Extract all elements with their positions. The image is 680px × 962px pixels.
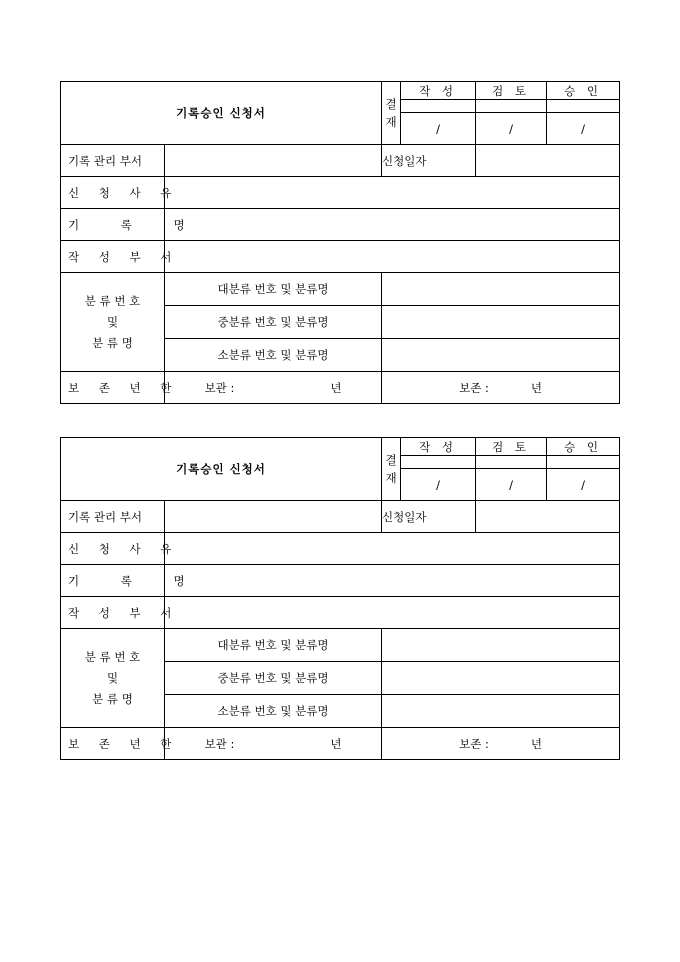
author-dept-field[interactable] xyxy=(165,241,620,273)
approval-spacer xyxy=(401,456,476,469)
sign-box-writer[interactable]: / xyxy=(401,469,476,501)
approval-spacer xyxy=(401,100,476,113)
preserve-unit: 년 xyxy=(530,736,542,751)
dept-label: 기록 관리 부서 xyxy=(61,501,165,533)
request-date-label: 신청일자 xyxy=(382,501,476,533)
minor-class-label: 소분류 번호 및 분류명 xyxy=(165,695,382,728)
retention-label: 보 존 년 한 xyxy=(61,728,165,760)
approval-spacer xyxy=(476,456,547,469)
approval-label-bottom: 재 xyxy=(385,115,397,129)
approval-col-approver: 승 인 xyxy=(547,82,620,100)
record-name-label: 기 록 명 xyxy=(61,565,165,597)
classification-label-line1: 분 류 번 호 xyxy=(84,293,141,308)
form-table xyxy=(60,437,620,760)
approval-col-writer: 작 성 xyxy=(401,438,476,456)
sign-box-reviewer[interactable]: / xyxy=(476,113,547,145)
middle-class-label: 중분류 번호 및 분류명 xyxy=(165,662,382,695)
keep-unit: 년 xyxy=(330,380,342,395)
retention-label: 보 존 년 한 xyxy=(61,372,165,404)
keep-unit: 년 xyxy=(330,736,342,751)
middle-class-label: 중분류 번호 및 분류명 xyxy=(165,306,382,339)
middle-class-field[interactable] xyxy=(382,662,620,695)
request-date-field[interactable] xyxy=(476,145,620,177)
form-title: 기록승인 신청서 xyxy=(61,438,382,501)
author-dept-field[interactable] xyxy=(165,597,620,629)
dept-label: 기록 관리 부서 xyxy=(61,145,165,177)
author-dept-label: 작 성 부 서 xyxy=(61,241,165,273)
approval-label-top: 결 xyxy=(385,453,397,467)
major-class-label: 대분류 번호 및 분류명 xyxy=(165,273,382,306)
approval-col-writer: 작 성 xyxy=(401,82,476,100)
sign-box-writer[interactable]: / xyxy=(401,113,476,145)
reason-field[interactable] xyxy=(165,177,620,209)
approval-spacer xyxy=(547,100,620,113)
classification-label xyxy=(61,629,165,728)
form-table xyxy=(60,81,620,404)
classification-label-line3: 분 류 명 xyxy=(92,691,133,706)
approval-label-top: 결 xyxy=(385,97,397,111)
record-name-label: 기 록 명 xyxy=(61,209,165,241)
classification-label-line1: 분 류 번 호 xyxy=(84,649,141,664)
classification-label-line2: 및 xyxy=(106,314,119,329)
minor-class-field[interactable] xyxy=(382,695,620,728)
approval-col-approver: 승 인 xyxy=(547,438,620,456)
major-class-label: 대분류 번호 및 분류명 xyxy=(165,629,382,662)
minor-class-field[interactable] xyxy=(382,339,620,372)
author-dept-label: 작 성 부 서 xyxy=(61,597,165,629)
preserve-period-field[interactable] xyxy=(382,728,620,760)
keep-period-field[interactable] xyxy=(165,372,382,404)
approval-col-reviewer: 검 토 xyxy=(476,82,547,100)
reason-label: 신 청 사 유 xyxy=(61,177,165,209)
approval-label xyxy=(382,438,401,501)
preserve-label: 보존 : xyxy=(459,736,489,751)
dept-field[interactable] xyxy=(165,501,382,533)
approval-spacer xyxy=(476,100,547,113)
middle-class-field[interactable] xyxy=(382,306,620,339)
record-name-field[interactable] xyxy=(165,209,620,241)
approval-col-reviewer: 검 토 xyxy=(476,438,547,456)
approval-label-bottom: 재 xyxy=(385,471,397,485)
classification-label-line2: 및 xyxy=(106,670,119,685)
form-title: 기록승인 신청서 xyxy=(61,82,382,145)
reason-label: 신 청 사 유 xyxy=(61,533,165,565)
record-name-field[interactable] xyxy=(165,565,620,597)
sign-box-approver[interactable]: / xyxy=(547,469,620,501)
major-class-field[interactable] xyxy=(382,273,620,306)
keep-label: 보관 : xyxy=(204,380,235,395)
keep-period-field[interactable] xyxy=(165,728,382,760)
classification-label xyxy=(61,273,165,372)
major-class-field[interactable] xyxy=(382,629,620,662)
record-approval-form-1 xyxy=(60,81,619,404)
reason-field[interactable] xyxy=(165,533,620,565)
classification-label-line3: 분 류 명 xyxy=(92,335,133,350)
preserve-period-field[interactable] xyxy=(382,372,620,404)
minor-class-label: 소분류 번호 및 분류명 xyxy=(165,339,382,372)
preserve-label: 보존 : xyxy=(459,380,489,395)
keep-label: 보관 : xyxy=(204,736,235,751)
dept-field[interactable] xyxy=(165,145,382,177)
sign-box-reviewer[interactable]: / xyxy=(476,469,547,501)
approval-label xyxy=(382,82,401,145)
approval-spacer xyxy=(547,456,620,469)
request-date-label: 신청일자 xyxy=(382,145,476,177)
request-date-field[interactable] xyxy=(476,501,620,533)
sign-box-approver[interactable]: / xyxy=(547,113,620,145)
preserve-unit: 년 xyxy=(530,380,542,395)
record-approval-form-2 xyxy=(60,437,619,760)
